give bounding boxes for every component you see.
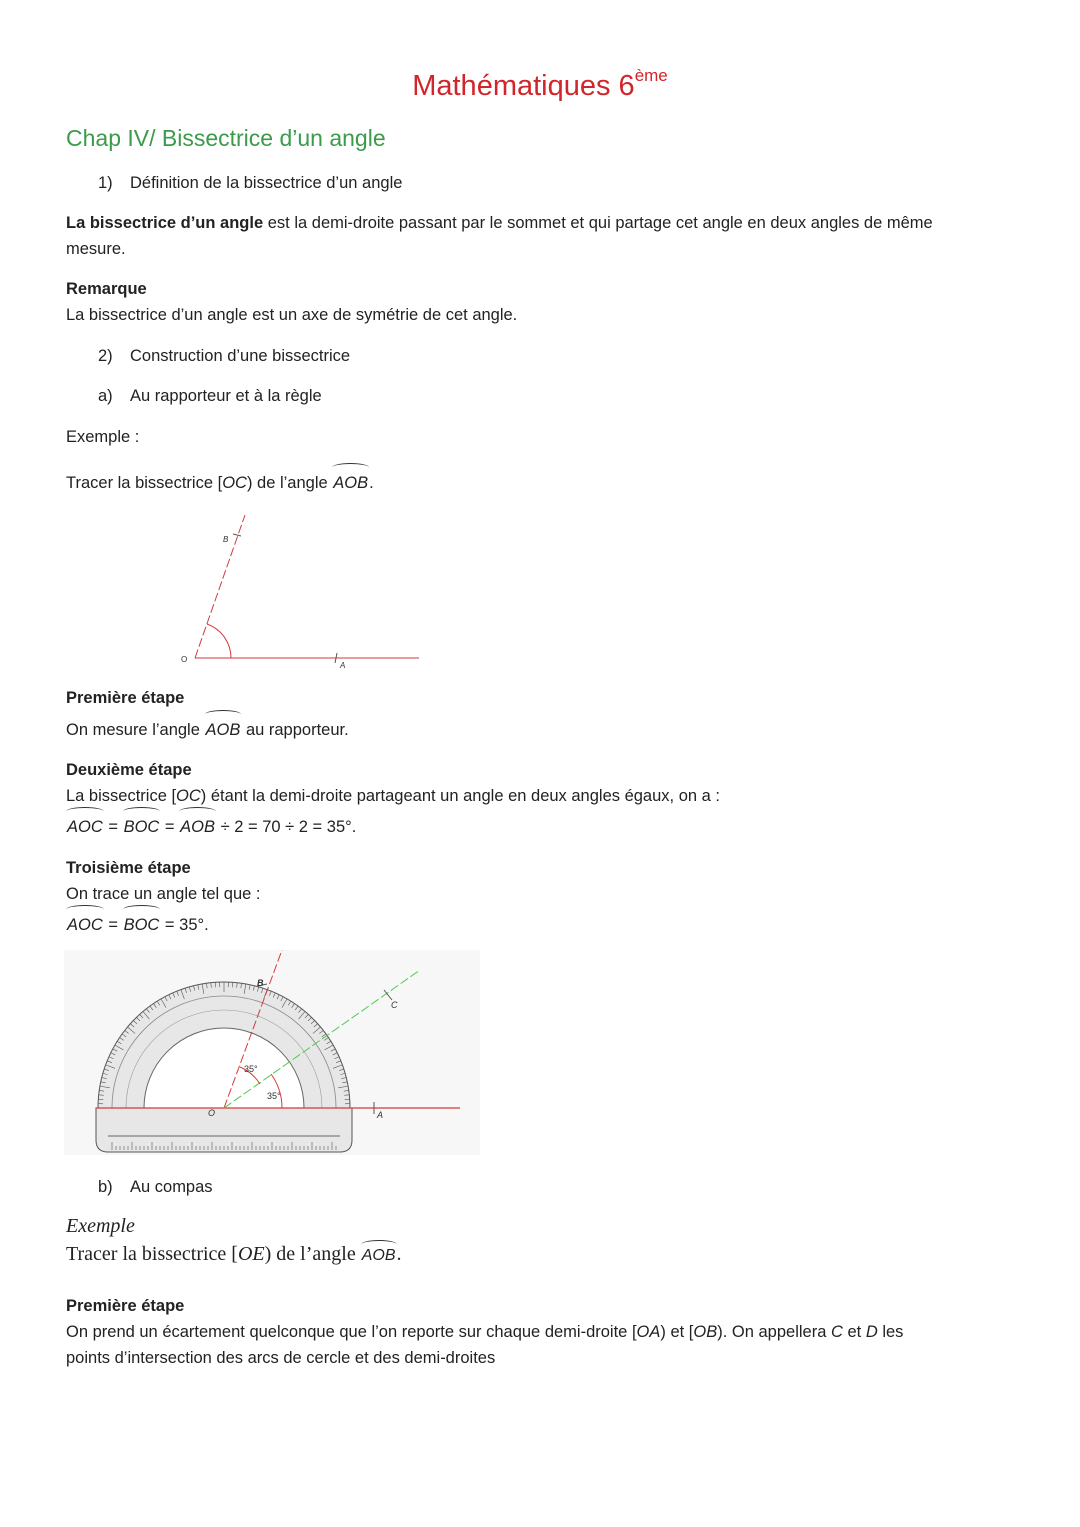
label-b: B <box>257 978 264 988</box>
step2-title: Deuxième étape <box>66 761 192 779</box>
angle-figure <box>175 510 425 675</box>
remark-title: Remarque <box>66 280 147 298</box>
angle-arc <box>207 624 231 658</box>
definition-term: La bissectrice d’un angle <box>66 214 264 232</box>
subsection-heading-a: a) Au rapporteur et à la règle <box>98 387 322 405</box>
remark-text: La bissectrice d’un angle est un axe de symétrie de cet angle. <box>66 306 518 324</box>
step1b-text: On prend un écartement quelconque que l’on reporte sur chaque demi-droite [OA) et [OB). On appellera C et D les points d’intersection des arcs de cercle et des demi-droites <box>66 1323 904 1367</box>
definition-paragraph: La bissectrice d’un angle est la demi-droite passant par le sommet et qui partage cet angle en deux angles de même mesure. <box>66 214 933 258</box>
task-statement: Tracer la bissectrice [OC) de l’angle AOB. <box>66 470 374 496</box>
label-b: B <box>223 535 229 544</box>
label-a: A <box>377 1110 384 1120</box>
step1-title: Première étape <box>66 689 185 707</box>
step3-text: On trace un angle tel que : <box>66 885 261 903</box>
step2-text: La bissectrice [OC) étant la demi-droite partageant un angle en deux angles égaux, on a : <box>66 787 720 805</box>
subsection-heading-b: b) Au compas <box>98 1178 213 1196</box>
task2-statement: Tracer la bissectrice [OE) de l’angle AOB. <box>66 1243 402 1265</box>
step1b-title: Première étape <box>66 1297 185 1315</box>
step1-text: On mesure l’angle AOB au rapporteur. <box>66 717 349 743</box>
section-heading-2: 2) Construction d’une bissectrice <box>98 347 351 365</box>
ray-ob <box>195 515 245 658</box>
step2-equation: AOC = BOC = AOB ÷ 2 = 70 ÷ 2 = 35°. <box>66 814 356 840</box>
page-title: Mathématiques 6ème <box>412 66 668 102</box>
section-heading-1: 1) Définition de la bissectrice d’un angle <box>98 174 403 192</box>
chapter-title: Chap IV/ Bissectrice d’un angle <box>66 125 386 151</box>
protractor-figure <box>64 950 480 1155</box>
angle-label-1: 35° <box>244 1064 258 1074</box>
step3-equation: AOC = BOC = 35°. <box>66 912 209 938</box>
label-o: O <box>208 1108 216 1118</box>
step3-title: Troisième étape <box>66 859 191 877</box>
label-a: A <box>340 661 346 670</box>
tick-b <box>233 534 241 536</box>
example-label: Exemple : <box>66 428 140 446</box>
label-c: C <box>391 1000 398 1010</box>
label-o: O <box>181 655 188 664</box>
angle-label-2: 35° <box>267 1091 281 1101</box>
example2-label: Exemple <box>66 1215 135 1237</box>
